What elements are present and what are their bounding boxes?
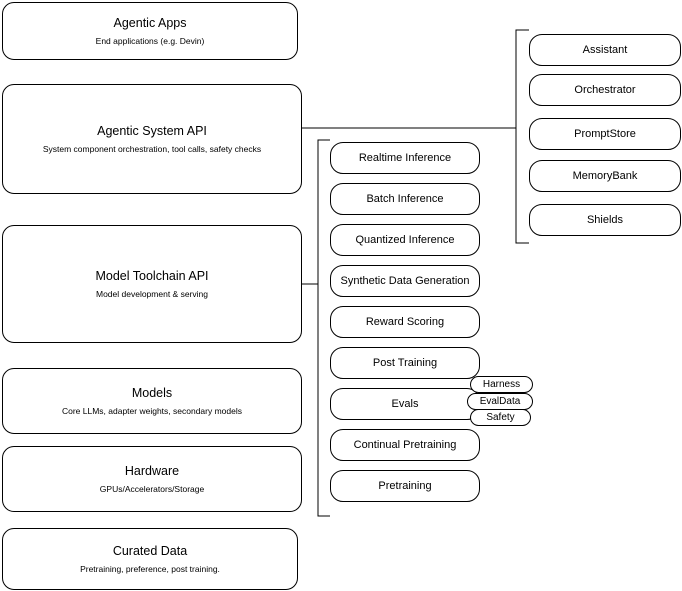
- component-label: Orchestrator: [574, 84, 636, 96]
- stack-layer-agentic-system-api[interactable]: [2, 84, 302, 194]
- component-shields[interactable]: [529, 204, 681, 236]
- component-assistant[interactable]: [529, 34, 681, 66]
- component-label: Post Training: [372, 357, 438, 369]
- component-evals[interactable]: [330, 388, 480, 420]
- component-label: Synthetic Data Generation: [340, 275, 470, 287]
- stack-layer-hardware[interactable]: [2, 446, 302, 512]
- stack-layer-subtitle: System component orchestration, tool calls, safety checks: [42, 143, 262, 154]
- stack-layer-title: Models: [131, 385, 173, 400]
- component-label: Continual Pretraining: [353, 439, 457, 451]
- component-label: Shields: [586, 214, 624, 226]
- stack-layer-title: Hardware: [124, 463, 180, 478]
- component-promptstore[interactable]: [529, 118, 681, 150]
- stack-layer-subtitle: Core LLMs, adapter weights, secondary models: [61, 405, 242, 416]
- stack-layer-title: Model Toolchain API: [95, 268, 209, 283]
- component-label: Pretraining: [378, 480, 432, 492]
- component-quantized-inference[interactable]: [330, 224, 480, 256]
- stack-layer-title: Agentic Apps: [113, 15, 187, 30]
- component-label: PromptStore: [574, 128, 636, 140]
- component-label: Assistant: [582, 44, 628, 56]
- stack-layer-subtitle: GPUs/Accelerators/Storage: [99, 483, 205, 494]
- component-label: Evals: [391, 398, 419, 410]
- stack-layer-model-toolchain-api[interactable]: [2, 225, 302, 343]
- component-reward-scoring[interactable]: [330, 306, 480, 338]
- stack-layer-agentic-apps[interactable]: [2, 2, 298, 60]
- eval-pill-harness[interactable]: [470, 376, 533, 393]
- eval-pill-evaldata[interactable]: [467, 393, 533, 410]
- component-label: Batch Inference: [366, 193, 444, 205]
- component-orchestrator[interactable]: [529, 74, 681, 106]
- component-memorybank[interactable]: [529, 160, 681, 192]
- component-label: Quantized Inference: [355, 234, 455, 246]
- stack-layer-title: Agentic System API: [97, 123, 207, 138]
- stack-layer-subtitle: Pretraining, preference, post training.: [80, 563, 220, 574]
- component-synthetic-data-generation[interactable]: [330, 265, 480, 297]
- stack-layer-curated-data[interactable]: [2, 528, 298, 590]
- stack-layer-subtitle: Model development & serving: [96, 288, 208, 299]
- component-continual-pretraining[interactable]: [330, 429, 480, 461]
- stack-layer-models[interactable]: [2, 368, 302, 434]
- stack-layer-subtitle: End applications (e.g. Devin): [95, 35, 205, 46]
- component-batch-inference[interactable]: [330, 183, 480, 215]
- eval-pill-label: EvalData: [479, 396, 521, 407]
- component-pretraining[interactable]: [330, 470, 480, 502]
- component-post-training[interactable]: [330, 347, 480, 379]
- component-realtime-inference[interactable]: [330, 142, 480, 174]
- component-label: Reward Scoring: [365, 316, 445, 328]
- eval-pill-label: Harness: [482, 379, 521, 390]
- component-label: MemoryBank: [572, 170, 638, 182]
- stack-layer-title: Curated Data: [112, 543, 188, 558]
- component-label: Realtime Inference: [358, 152, 452, 164]
- eval-pill-safety[interactable]: [470, 409, 531, 426]
- eval-pill-label: Safety: [486, 412, 515, 423]
